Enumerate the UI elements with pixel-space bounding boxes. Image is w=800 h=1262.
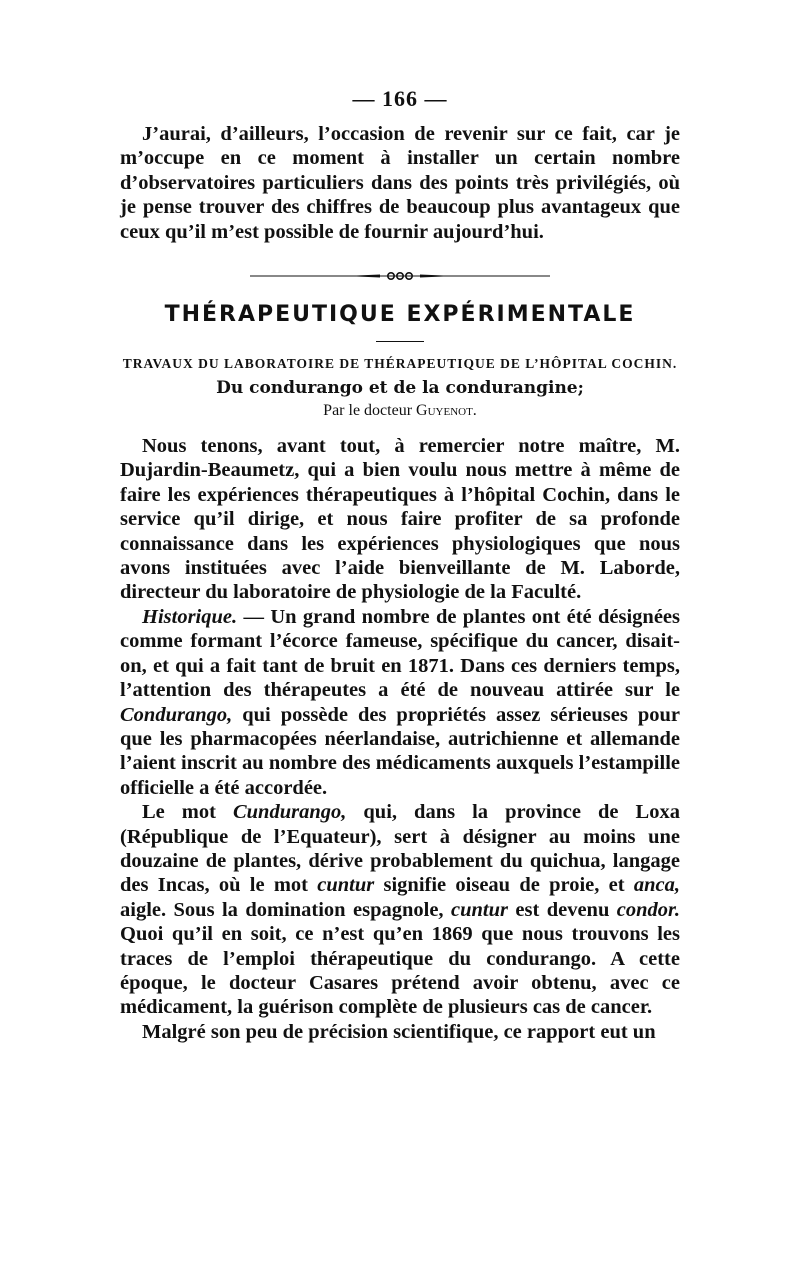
term-cuntur-2: cuntur bbox=[450, 898, 508, 921]
term-cundurango: Cundurango, bbox=[232, 801, 347, 824]
lab-line: TRAVAUX DU LABORATOIRE DE THÉRAPEUTIQUE DE L’HÔPITAL COCHIN. bbox=[122, 356, 678, 372]
etymology-text-b: qui, dans la province de Loxa (République de l’Equateur), sert à désigner au moins une douzaine de plantes, dérive probablement du quichua, langage des Incas, où le mot bbox=[120, 801, 680, 897]
etymology-text-e: est devenu bbox=[507, 898, 617, 921]
page-number: — 166 — bbox=[352, 86, 448, 111]
book-page bbox=[120, 86, 680, 1044]
intro-paragraph: J’aurai, d’ailleurs, l’occasion de revenir sur ce fait, car je m’occupe en ce moment à installer un certain nombre d’observatoires particuliers dans des points très privilégiés, où je pense trouver des chiffres de beaucoup plus avantageux que ceux qu’il m’est possible de fournir aujourd’hui. bbox=[120, 123, 680, 243]
subject-line: Du condurango et de la condurangine; bbox=[216, 378, 584, 399]
title-rule bbox=[376, 341, 424, 342]
ornamental-separator bbox=[250, 270, 550, 282]
section-title: THÉRAPEUTIQUE EXPÉRIMENTALE bbox=[164, 302, 636, 328]
etymology-text-a: Le mot bbox=[142, 801, 233, 824]
term-condurango: Condurango, bbox=[120, 703, 233, 726]
etymology-text-d: aigle. Sous la domination espagnole, bbox=[120, 898, 451, 921]
author-line bbox=[120, 402, 680, 420]
paragraph-historique bbox=[120, 605, 680, 800]
historique-text-b: qui possède des propriétés assez sérieuses pour que les pharmacopées néerlandaise, autrichienne et allemande l’aient inscrit au nombre des médicaments auxquels l’estampille officielle a été accordée. bbox=[120, 703, 680, 799]
author-prefix: Par le docteur bbox=[323, 402, 413, 420]
paragraph-etymology bbox=[120, 800, 680, 1020]
term-anca: anca, bbox=[633, 874, 680, 897]
etymology-text-f: Quoi qu’il en soit, ce n’est qu’en 1869 que nous trouvons les traces de l’emploi thérapeutique du condurango. A cette époque, le docteur Casares prétend avoir obtenu, avec ce médicament, la guérison complète de plusieurs cas de cancer. bbox=[120, 923, 680, 1019]
historique-label: Historique. bbox=[142, 605, 238, 628]
term-cuntur: cuntur bbox=[317, 874, 375, 897]
etymology-text-c: signifie oiseau de proie, et bbox=[374, 874, 634, 897]
paragraph-acknowledgement: Nous tenons, avant tout, à remercier notre maître, M. Dujardin-Beaumetz, qui a bien voulu nous mettre à même de faire les expériences thérapeutiques à l’hôpital Cochin, dans le service qu’il dirige, et nous faire profiter de sa profonde connaissance dans les expériences physiologiques que nous avons instituées avec l’aide bienveillante de M. Laborde, directeur du laboratoire de physiologie de la Faculté. bbox=[120, 435, 680, 604]
term-condor: condor. bbox=[616, 898, 680, 921]
paragraph-malgre: Malgré son peu de précision scientifique, ce rapport eut un bbox=[142, 1020, 656, 1043]
author-name: Guyenot. bbox=[416, 402, 477, 420]
historique-text-a: — Un grand nombre de plantes ont été désignées comme formant l’écorce fameuse, spécifique du cancer, disait-on, et qui a fait tant de bruit en 1871. Dans ces derniers temps, l’attention des thérapeutes a été de nouveau attirée sur le bbox=[120, 605, 680, 702]
